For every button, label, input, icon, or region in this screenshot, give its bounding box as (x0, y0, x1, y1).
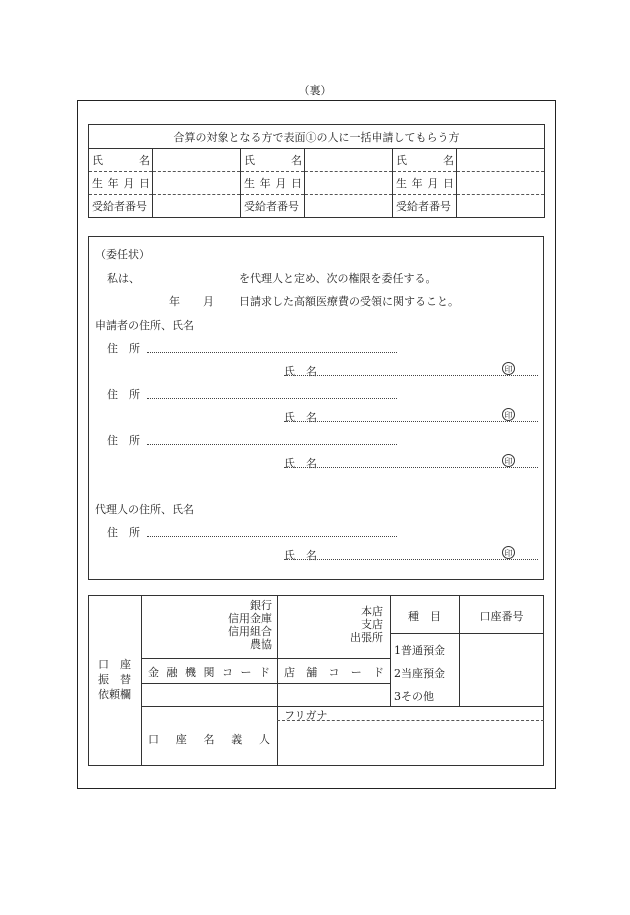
address-field-2[interactable] (147, 385, 397, 399)
birth-field-1[interactable] (153, 172, 241, 195)
recipient-no-label-1: 受給者番号 (89, 195, 153, 218)
birth-label-1: 生年月日 (89, 172, 153, 195)
account-number-field[interactable] (460, 634, 543, 705)
name-field-2[interactable] (305, 149, 393, 172)
address-label-1: 住 所 (107, 342, 140, 355)
delegation-line1-suffix: を代理人と定め、次の権限を委任する。 (239, 272, 437, 285)
delegation-title: （委任状） (95, 248, 150, 261)
name-field-applicant-1[interactable] (284, 362, 538, 376)
recipient-no-field-1[interactable] (153, 195, 241, 218)
recipient-no-field-2[interactable] (305, 195, 393, 218)
account-holder-label: 口座名義人 (148, 733, 270, 746)
birth-label-3: 生年月日 (393, 172, 457, 195)
applicant-heading: 申請者の住所、氏名 (95, 319, 194, 332)
account-type-options[interactable]: 1普通預金 2当座預金 3その他 (394, 644, 445, 703)
name-label-3: 氏名 (393, 149, 457, 172)
agent-name-field[interactable] (148, 268, 234, 282)
delegation-year-label: 年 (169, 295, 180, 308)
recipient-no-label-2: 受給者番号 (241, 195, 305, 218)
name-label-applicant-3: 氏 名 (284, 457, 317, 470)
account-type-header: 種 目 (408, 610, 441, 623)
account-holder-field[interactable] (278, 721, 543, 765)
name-label-applicant-2: 氏 名 (284, 411, 317, 424)
seal-icon: 印 (502, 362, 515, 375)
page-title: （裏） (298, 84, 332, 97)
batch-applicants-table (88, 124, 545, 218)
branch-name-field[interactable] (278, 596, 389, 657)
name-field-applicant-3[interactable] (284, 454, 538, 468)
agent-heading: 代理人の住所、氏名 (95, 503, 194, 516)
account-number-header: 口座番号 (479, 610, 524, 623)
batch-header: 合算の対象となる方で表面①の人に一括申請してもらう方 (89, 125, 545, 149)
furigana-label: フリガナ (284, 709, 328, 722)
name-field-applicant-2[interactable] (284, 408, 538, 422)
name-field-3[interactable] (457, 149, 545, 172)
seal-icon: 印 (502, 408, 515, 421)
birth-field-2[interactable] (305, 172, 393, 195)
address-field-agent[interactable] (147, 523, 397, 537)
address-label-3: 住 所 (107, 434, 140, 447)
name-label-1: 氏名 (89, 149, 153, 172)
name-field-1[interactable] (153, 149, 241, 172)
delegation-line2-text: 日請求した高額医療費の受領に関すること。 (239, 295, 459, 308)
birth-field-3[interactable] (457, 172, 545, 195)
recipient-no-field-3[interactable] (457, 195, 545, 218)
recipient-no-label-3: 受給者番号 (393, 195, 457, 218)
address-label-agent: 住 所 (107, 526, 140, 539)
address-field-3[interactable] (147, 431, 397, 445)
institution-type-list: 銀行 信用金庫 信用組合 農協 (228, 599, 272, 651)
address-field-1[interactable] (147, 339, 397, 353)
divider (141, 706, 544, 707)
branch-code-field[interactable] (278, 684, 389, 705)
birth-label-2: 生年月日 (241, 172, 305, 195)
name-field-agent[interactable] (284, 546, 538, 560)
institution-code-label: 金融機関コード (148, 666, 270, 679)
name-label-2: 氏名 (241, 149, 305, 172)
branch-type-list: 本店 支店 出張所 (350, 605, 383, 644)
name-label-agent: 氏 名 (284, 549, 317, 562)
branch-code-label: 店舗コード (284, 666, 384, 679)
delegation-line1-prefix: 私は、 (107, 272, 140, 285)
bank-side-label: 口 座 振 替 依頼欄 (98, 658, 131, 701)
seal-icon: 印 (502, 454, 515, 467)
name-label-applicant-1: 氏 名 (284, 365, 317, 378)
delegation-month-label: 月 (203, 295, 214, 308)
seal-icon: 印 (502, 546, 515, 559)
institution-code-field[interactable] (142, 684, 276, 705)
divider (141, 658, 391, 659)
address-label-2: 住 所 (107, 388, 140, 401)
institution-name-field[interactable] (142, 596, 276, 657)
